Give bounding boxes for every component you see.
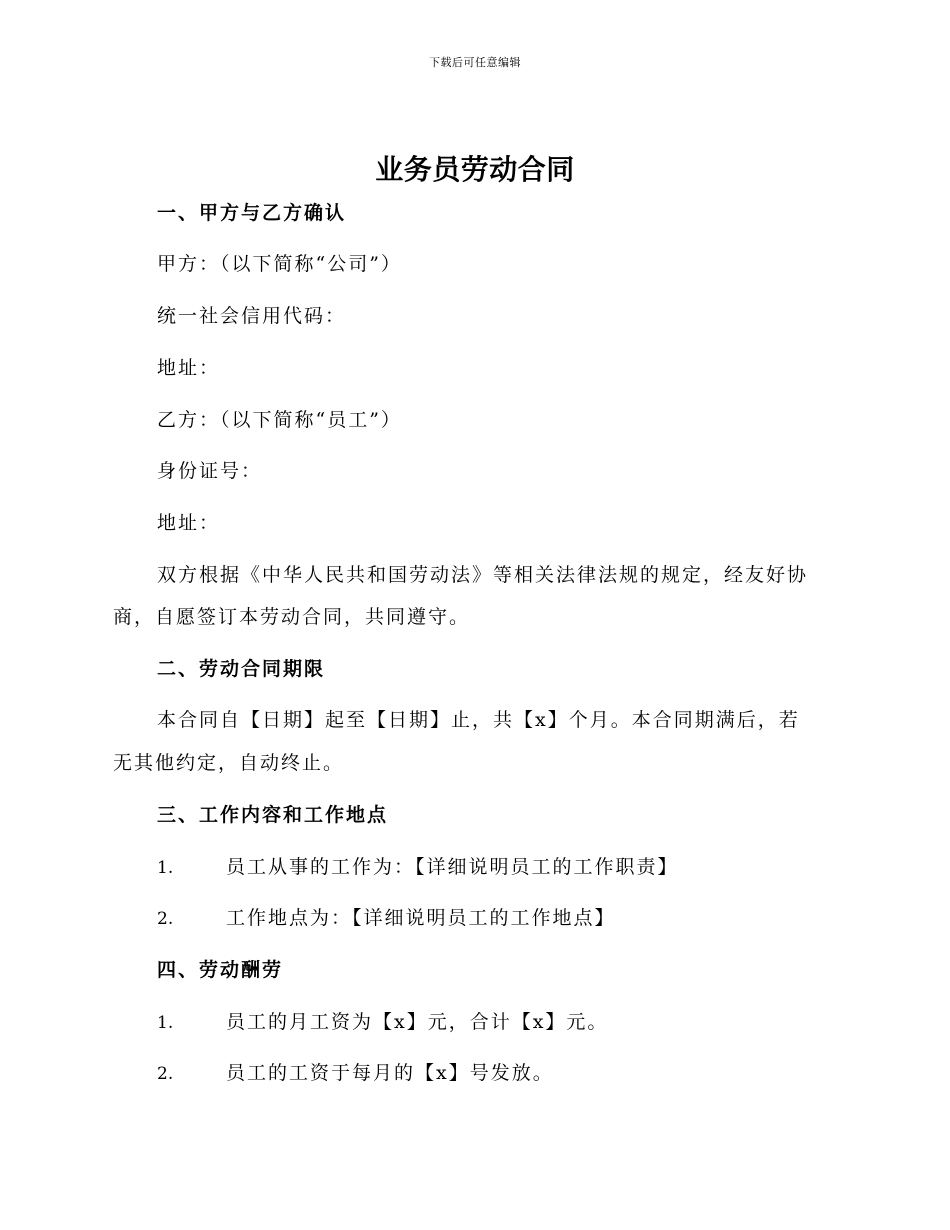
list-item — [157, 903, 616, 930]
section-2-heading: 二、劳动合同期限 — [157, 658, 326, 680]
list-item-number: 1. — [157, 858, 174, 878]
list-item-text: 员工从事的工作为：【详细说明员工的工作职责】 — [226, 856, 679, 878]
term-paragraph-line-2: 无其他约定，自动终止。 — [113, 752, 345, 774]
list-item-number: 2. — [157, 909, 174, 929]
address-b-line: 地址： — [157, 512, 221, 534]
list-item-number: 1. — [157, 1013, 174, 1033]
list-item-text: 员工的工资于每月的【x】号发放。 — [226, 1062, 554, 1084]
list-item-text: 员工的月工资为【x】元，合计【x】元。 — [226, 1011, 609, 1033]
intro-paragraph-line-1: 双方根据《中华人民共和国劳动法》等相关法律法规的规定，经友好协 — [157, 564, 809, 586]
header-note: 下载后可任意编辑 — [429, 56, 521, 69]
credit-code-line: 统一社会信用代码： — [157, 305, 347, 327]
list-item — [157, 1058, 554, 1085]
section-1-heading: 一、甲方与乙方确认 — [157, 202, 347, 224]
list-item — [157, 1007, 608, 1034]
list-item-number: 2. — [157, 1064, 174, 1084]
party-b-line: 乙方：（以下简称“员工”） — [157, 409, 402, 431]
id-number-line: 身份证号： — [157, 460, 263, 482]
section-3-heading: 三、工作内容和工作地点 — [157, 804, 389, 826]
party-a-line: 甲方：（以下简称“公司”） — [157, 253, 402, 275]
section-4-heading: 四、劳动酬劳 — [157, 959, 284, 981]
document-title: 业务员劳动合同 — [375, 153, 575, 186]
address-a-line: 地址： — [157, 357, 221, 379]
list-item-text: 工作地点为：【详细说明员工的工作地点】 — [226, 907, 616, 929]
list-item — [157, 852, 679, 879]
term-paragraph-line-1: 本合同自【日期】起至【日期】止，共【x】个月。本合同期满后，若 — [157, 709, 800, 731]
intro-paragraph-line-2: 商，自愿签订本劳动合同，共同遵守。 — [113, 606, 471, 628]
